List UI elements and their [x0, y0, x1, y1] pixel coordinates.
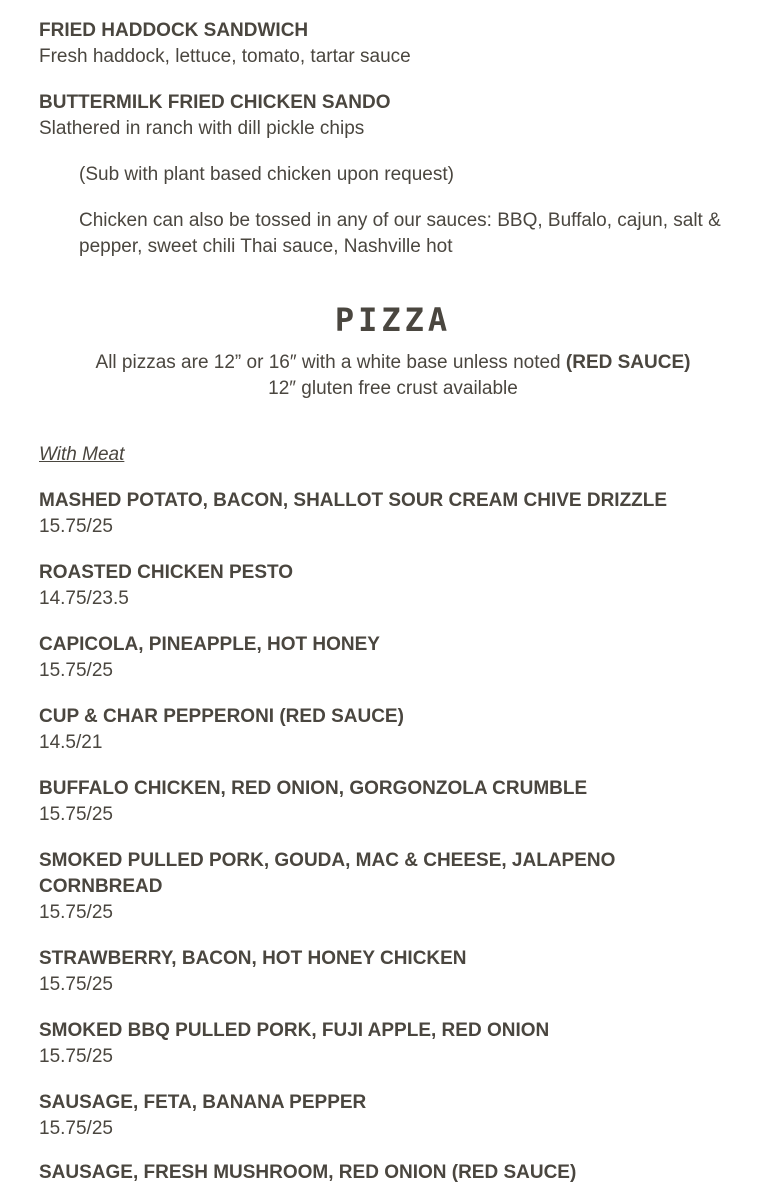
item-price: 15.75/25 — [39, 1046, 113, 1067]
item-name: MASHED POTATO, BACON, SHALLOT SOUR CREAM CHIVE DRIZZLE — [39, 490, 668, 511]
item-name: SMOKED PULLED PORK, GOUDA, MAC & CHEESE, JALAPENO CORNBREAD — [39, 850, 616, 897]
pizza-item — [39, 1160, 739, 1186]
gluten-free-note: 12″ gluten free crust available — [268, 378, 518, 399]
item-name: ROASTED CHICKEN PESTO — [39, 562, 294, 583]
item-price: 15.75/25 — [39, 1118, 113, 1139]
pizza-intro — [0, 350, 765, 402]
with-meat-heading — [39, 442, 739, 468]
item-name: BUTTERMILK FRIED CHICKEN SANDO — [39, 92, 391, 113]
sauce-note-text: Chicken can also be tossed in any of our sauces: BBQ, Buffalo, cajun, salt & pepper, sweet chili Thai sauce, Nashville hot — [79, 210, 721, 257]
sandwich-item — [39, 18, 739, 70]
pizza-item — [39, 1018, 739, 1070]
item-price: 15.75/25 — [39, 516, 113, 537]
item-price: 15.75/25 — [39, 902, 113, 923]
subheading-text: With Meat — [39, 444, 125, 465]
item-price: 15.75/25 — [39, 974, 113, 995]
item-name: SMOKED BBQ PULLED PORK, FUJI APPLE, RED ONION — [39, 1020, 550, 1041]
pizza-item — [39, 632, 739, 684]
item-name: FRIED HADDOCK SANDWICH — [39, 20, 309, 41]
item-description: Fresh haddock, lettuce, tomato, tartar sauce — [39, 46, 411, 67]
section-title: PIZZA — [334, 301, 452, 339]
item-price: 15.75/25 — [39, 804, 113, 825]
pizza-item — [39, 1090, 739, 1142]
pizza-intro-line — [0, 350, 765, 376]
pizza-section-header — [0, 302, 765, 338]
item-description: Slathered in ranch with dill pickle chips — [39, 118, 365, 139]
item-name: SAUSAGE, FRESH MUSHROOM, RED ONION (RED SAUCE) — [39, 1162, 577, 1183]
sauce-note — [39, 208, 739, 260]
pizza-item — [39, 776, 739, 828]
red-sauce-note: (RED SAUCE) — [565, 352, 691, 373]
item-price: 15.75/25 — [39, 660, 113, 681]
sub-note-text: (Sub with plant based chicken upon request) — [79, 164, 454, 185]
item-name: BUFFALO CHICKEN, RED ONION, GORGONZOLA CRUMBLE — [39, 778, 588, 799]
item-name: SAUSAGE, FETA, BANANA PEPPER — [39, 1092, 367, 1113]
pizza-item — [39, 704, 739, 756]
sandwich-item — [39, 90, 739, 142]
item-price: 14.75/23.5 — [39, 588, 129, 609]
pizza-item — [39, 488, 739, 540]
item-price: 14.5/21 — [39, 732, 103, 753]
pizza-item — [39, 560, 739, 612]
pizza-intro-text: All pizzas are 12” or 16″ with a white base unless noted — [95, 352, 566, 373]
sub-note — [39, 162, 739, 188]
item-name: STRAWBERRY, BACON, HOT HONEY CHICKEN — [39, 948, 467, 969]
pizza-item — [39, 848, 679, 926]
item-name: CAPICOLA, PINEAPPLE, HOT HONEY — [39, 634, 380, 655]
pizza-item — [39, 946, 739, 998]
item-name: CUP & CHAR PEPPERONI (RED SAUCE) — [39, 706, 404, 727]
